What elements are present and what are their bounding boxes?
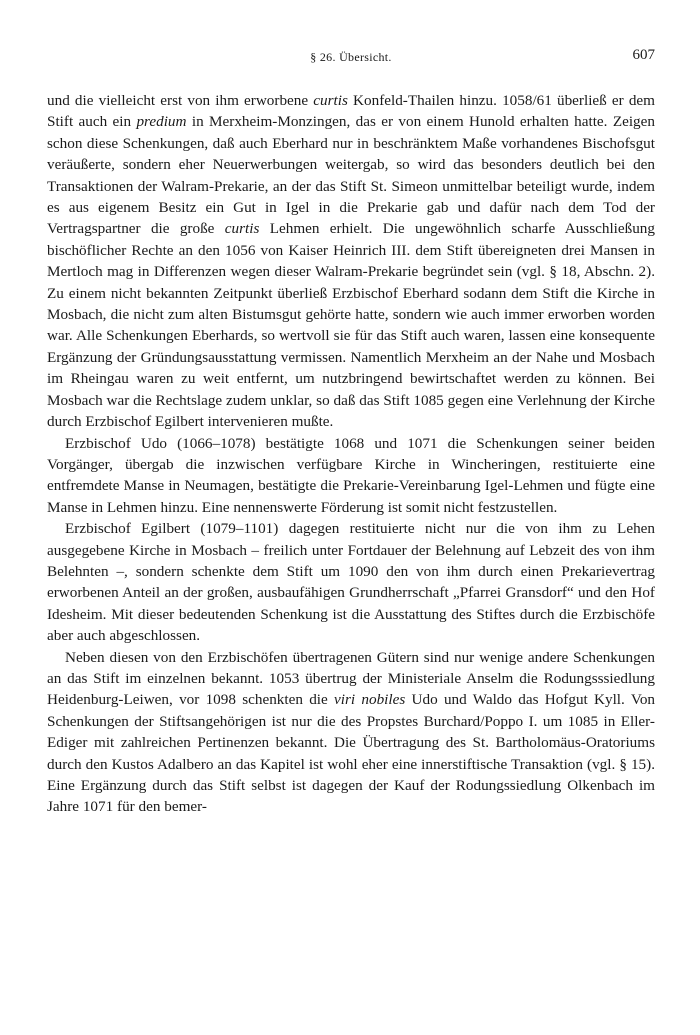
text-run: Lehmen erhielt. Die ungewöhnlich scharfe Ausschließung bischöflicher Rechte an den 1056 von Kaiser Heinrich III. dem Stift übereigneten drei Mansen in Mertloch mag in Differenzen wegen dieser Walram-Prekarie begründet sein (vgl. § 18, Abschn. 2). Zu einem nicht bekannten Zeitpunkt überließ Erzbischof Eberhard sodann dem Stift die Kirche in Mosbach, die nicht zum alten Bistumsgut gehörte hatte, sondern wie auch immer erworben worden war. Alle Schenkungen Eberhards, so wertvoll sie für das Stift auch waren, lassen eine konsequente Ergänzung der Gründungsausstattung vermissen. Namentlich Merxheim an der Nahe und Mosbach im Rheingau waren zu weit entfernt, um nutzbringend bewirtschaftet werden zu können. Bei Mosbach war die Rechtslage zudem unklar, so daß das Stift 1085 gegen eine Verlehnung der Kirche durch Erzbischof Egilbert intervenieren mußte. [47,220,655,431]
paragraph [47,518,655,646]
italic-term: predium [136,113,187,131]
paragraph [47,90,655,433]
text-run: Erzbischof Egilbert (1079–1101) dagegen restituierte nicht nur die von ihm zu Lehen ausgegebene Kirche in Mosbach – freilich unter Fortdauer der Belehnung auf Lebzeit des von ihm Belehnten –, sondern schenkte dem Stift um 1090 den von ihm durch einen Prekarievertrag erworbenen Anteil an der großen, ausbaufähigen Grundherrschaft „Pfarrei Gransdorf“ und den Hof Idesheim. Mit dieser bedeutenden Schenkung ist die Ausstattung des Stiftes durch die Erzbischöfe aber auch abgeschlossen. [47,520,655,645]
body-text [47,90,655,818]
text-run: und die vielleicht erst von ihm erworbene [47,92,314,109]
page-header [47,47,655,72]
text-run: Erzbischof Udo (1066–1078) bestätigte 1068 und 1071 die Schenkungen seiner beiden Vorgänger, übergab die inzwischen verfügbare Kirche in Wincheringen, restituierte eine entfremdete Manse in Neumagen, bestätigte die Prekarie-Vereinbarung Igel-Lehmen und fügte eine Manse in Lehmen hinzu. Eine nennenswerte Förderung ist somit nicht festzustellen. [47,434,655,516]
italic-term: curtis [313,92,348,109]
running-head: § 26. Übersicht. [310,50,392,64]
paragraph [47,433,655,519]
text-run: Neben diesen von den Erzbischöfen übertragenen Gütern sind nur wenige andere Schenkungen an das Stift im einzelnen bekannt. 1053 übertrug der Ministeriale Anselm die Rodungsssiedlung Heidenburg-Leiwen, vor 1098 schenkten die [47,648,655,709]
text-run: in Merxheim-Monzingen, das er von einem Hunold erhalten hatte. Zeigen schon diese Schenkungen, daß auch Eberhard nur in beschränktem Maße vorhandenes Bischofsgut veräußerte, sondern eher Neuerwerbungen weitergab, so wird das besonders deutlich bei den Transaktionen der Walram-Prekarie, an der das Stift St. Simeon unmittelbar beteiligt wurde, indem es aus eigenem Besitz ein Gut in Igel in die Prekarie gab und dafür nach dem Tod der Vertragspartner die große [47,113,655,238]
text-run: Udo und Waldo das Hofgut Kyll. Von Schenkungen der Stiftsangehörigen ist nur die des Propstes Burchard/Poppo I. um 1085 in Eller-Ediger mit zahlreichen Pertinenzen bekannt. Die Übertragung des St. Bartholomäus-Oratoriums durch den Kustos Adalbero an das Kapitel ist wohl eher eine innerstiftische Transaktion (vgl. § 15). Eine Ergänzung durch das Stift selbst ist dagegen der Kauf der Rodungssiedlung Olkenbach im Jahre 1071 für den bemer- [47,691,656,816]
paragraph [47,647,655,818]
italic-term: curtis [224,220,260,238]
text-run: Konfeld-Thailen hinzu. 1058/61 überließ er dem Stift auch ein [47,92,655,131]
page-number: 607 [632,47,655,63]
italic-term: viri nobiles [334,691,406,709]
